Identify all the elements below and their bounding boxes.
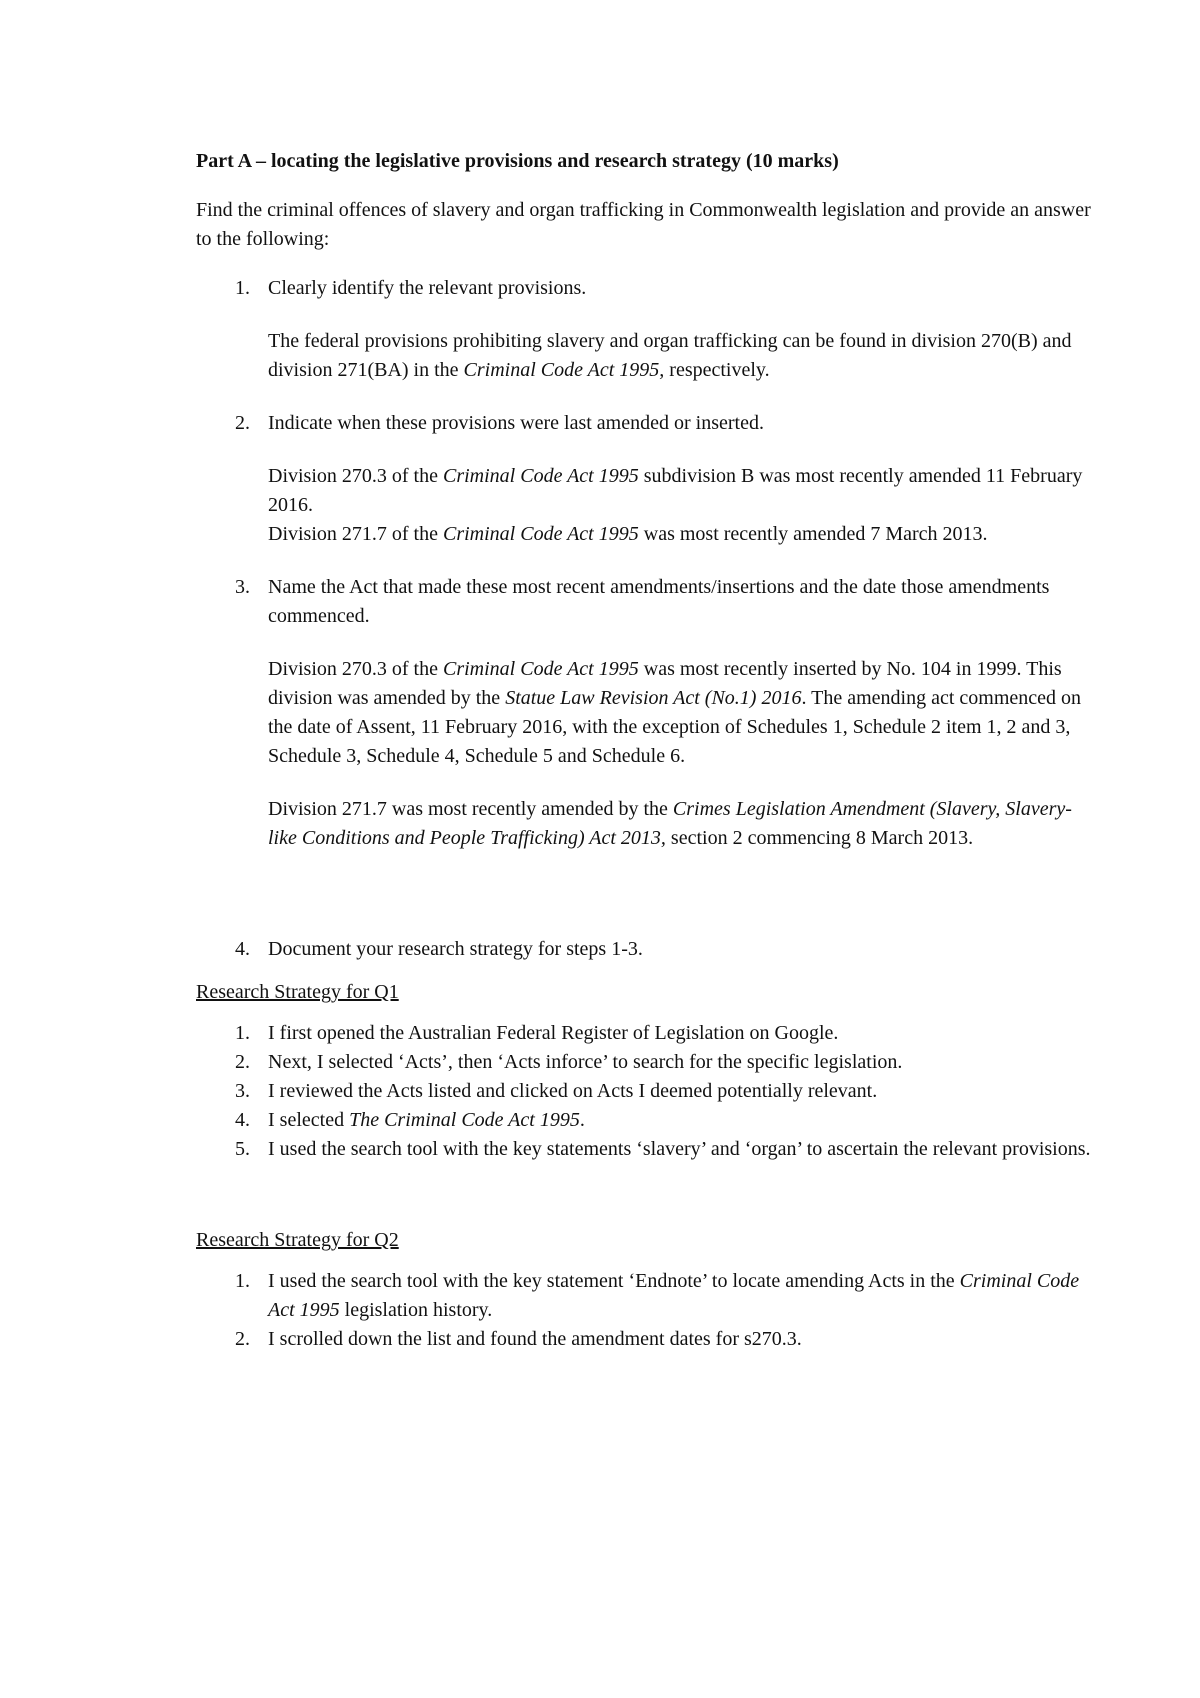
step-text: I scrolled down the list and found the amendment dates for s270.3.: [268, 1328, 802, 1350]
answer-3-p1-text-mid: was most recently inserted by No. 104 in 1999. This division was amended by the: [268, 658, 1062, 709]
step-number: 2.: [235, 1328, 250, 1350]
list-item: [196, 1325, 1096, 1354]
answer-1-text: The federal provisions prohibiting slavery and organ trafficking can be found in division 270(B) and division 271(BA) in the: [268, 330, 1072, 381]
step-text-start: I selected: [268, 1109, 350, 1131]
answer-2-line-2-text: Division 271.7 of the: [268, 523, 443, 545]
question-2: [196, 409, 1096, 438]
research-strategy-q1-title: Research Strategy for Q1: [196, 981, 399, 1003]
question-4-text: Document your research strategy for steps 1-3.: [268, 938, 643, 960]
step-text: I first opened the Australian Federal Register of Legislation on Google.: [268, 1022, 839, 1044]
step-text-end: legislation history.: [339, 1299, 493, 1321]
step-number: 3.: [235, 1080, 250, 1102]
research-strategy-q2-title: Research Strategy for Q2: [196, 1229, 399, 1251]
list-item: [196, 1077, 1096, 1106]
question-4: [196, 935, 1096, 964]
answer-2: [268, 462, 1096, 549]
answer-1-act-title: Criminal Code Act 1995,: [463, 359, 665, 381]
intro-paragraph: Find the criminal offences of slavery and organ trafficking in Commonwealth legislation and provide an answer to the following:: [196, 199, 1091, 250]
list-item: [196, 1267, 1096, 1325]
answer-2-line-2-text-end: was most recently amended 7 March 2013.: [638, 523, 988, 545]
question-3: [196, 573, 1096, 631]
answer-3-p2-text-end: section 2 commencing 8 March 2013.: [665, 827, 974, 849]
step-text: [268, 1267, 1096, 1325]
question-2-number: 2.: [235, 412, 250, 434]
answer-3-paragraph-2: [268, 795, 1096, 853]
answer-3-paragraph-1: [268, 655, 1096, 771]
answer-2-line-1-act-title: Criminal Code Act 1995: [443, 465, 639, 487]
document-page: [196, 147, 1096, 1354]
answer-3-p1-text-end: . The amending act commenced on the date of Assent, 11 February 2016, with the exception of Schedules 1, Schedule 2 item 1, 2 and 3, Schedule 3, Schedule 4, Schedule 5 and Schedule 6.: [268, 687, 1081, 767]
question-1: [196, 274, 1096, 303]
question-1-number: 1.: [235, 277, 250, 299]
answer-2-line-1: [268, 462, 1096, 520]
answer-1-text-end: respectively.: [664, 359, 770, 381]
part-a-heading: Part A – locating the legislative provisions and research strategy (10 marks): [196, 150, 839, 172]
answer-3-p2-act-title: Crimes Legislation Amendment (Slavery, Slavery-like Conditions and People Trafficking) Act 2013,: [268, 798, 1072, 849]
step-text: Next, I selected ‘Acts’, then ‘Acts inforce’ to search for the specific legislation.: [268, 1051, 903, 1073]
list-item: [196, 1106, 1096, 1135]
question-1-text: Clearly identify the relevant provisions.: [268, 277, 587, 299]
step-text-end: .: [579, 1109, 585, 1131]
research-strategy-q1-list: [196, 1019, 1096, 1164]
step-number: 1.: [235, 1270, 250, 1292]
list-item: [196, 1019, 1096, 1048]
step-text: [268, 1106, 1096, 1135]
question-3-text: Name the Act that made these most recent amendments/insertions and the date those amendments commenced.: [268, 576, 1050, 627]
list-item: [196, 1048, 1096, 1077]
answer-3-p2-text: Division 271.7 was most recently amended by the: [268, 798, 673, 820]
step-text: I used the search tool with the key statements ‘slavery’ and ‘organ’ to ascertain the relevant provisions.: [268, 1138, 1091, 1160]
answer-3-p1-text: Division 270.3 of the: [268, 658, 443, 680]
answer-2-line-2-act-title: Criminal Code Act 1995: [443, 523, 639, 545]
answer-2-line-1-text-end: subdivision B was most recently amended 11 February 2016.: [268, 465, 1083, 516]
answer-1: [268, 327, 1096, 385]
step-number: 4.: [235, 1109, 250, 1131]
step-number: 2.: [235, 1051, 250, 1073]
answer-2-line-1-text: Division 270.3 of the: [268, 465, 443, 487]
answer-3-p1-amending-act: Statue Law Revision Act (No.1) 2016: [505, 687, 802, 709]
question-4-number: 4.: [235, 938, 250, 960]
answer-3-p1-act-title: Criminal Code Act 1995: [443, 658, 639, 680]
step-act-title: Criminal Code Act 1995: [268, 1270, 1080, 1321]
list-item: [196, 1135, 1096, 1164]
step-number: 1.: [235, 1022, 250, 1044]
answer-2-line-2: [268, 520, 1096, 549]
step-act-title: The Criminal Code Act 1995: [349, 1109, 580, 1131]
step-number: 5.: [235, 1138, 250, 1160]
question-2-text: Indicate when these provisions were last amended or inserted.: [268, 412, 764, 434]
research-strategy-q2-list: [196, 1267, 1096, 1354]
step-text-start: I used the search tool with the key statement ‘Endnote’ to locate amending Acts in the: [268, 1270, 960, 1292]
question-3-number: 3.: [235, 576, 250, 598]
step-text: I reviewed the Acts listed and clicked on Acts I deemed potentially relevant.: [268, 1080, 878, 1102]
